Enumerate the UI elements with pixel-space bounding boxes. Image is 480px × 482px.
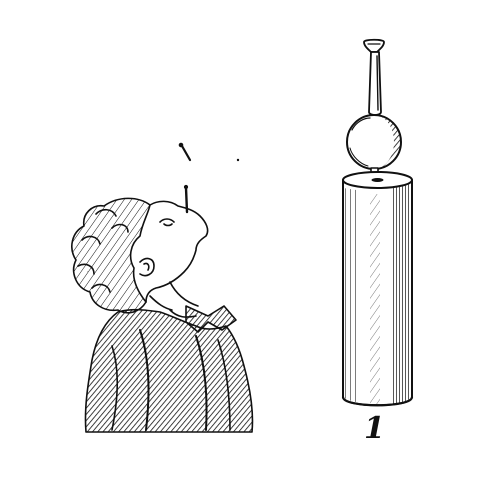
speck [237, 159, 239, 161]
boy-figure [72, 198, 253, 432]
rod [369, 52, 381, 115]
boy-hair [72, 198, 150, 312]
falling-needle [179, 143, 190, 160]
boy-face [146, 201, 208, 302]
balance-apparatus [343, 40, 412, 406]
boy-coat [85, 310, 252, 432]
figure-number-label: 1 [364, 411, 385, 446]
ball [347, 115, 401, 169]
rod-cap [364, 40, 384, 52]
cylinder [343, 172, 412, 405]
